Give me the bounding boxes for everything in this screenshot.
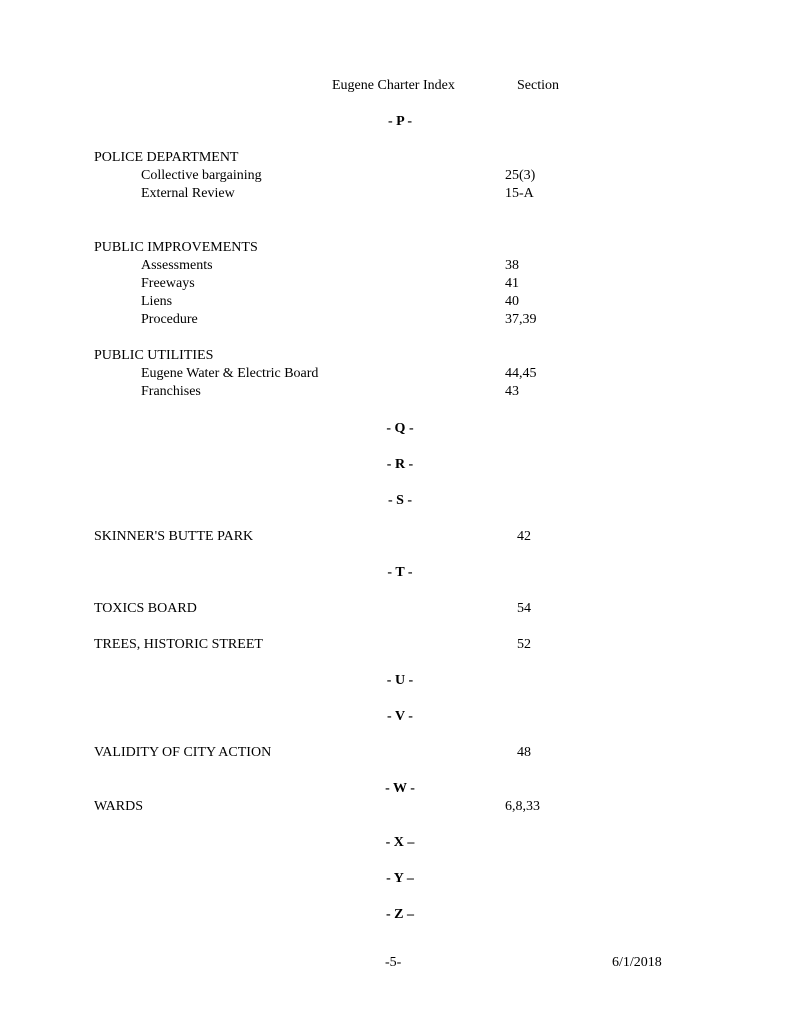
sub-entry-label: Assessments: [141, 258, 213, 273]
revision-date: 6/1/2018: [612, 955, 662, 970]
section-column-header: Section: [517, 78, 559, 93]
page-number: -5-: [385, 955, 402, 970]
entry-heading: SKINNER'S BUTTE PARK: [94, 529, 254, 544]
letter-heading-z: - Z –: [386, 907, 414, 922]
sub-entry-label: Freeways: [141, 276, 195, 291]
sub-entry-section: 38: [505, 258, 519, 273]
sub-entry-section: 25(3): [505, 168, 536, 183]
letter-heading-v: - V -: [387, 709, 413, 724]
letter-heading-s: - S -: [387, 493, 413, 508]
sub-entry-label: Collective bargaining: [141, 168, 262, 183]
entry-heading: PUBLIC IMPROVEMENTS: [94, 240, 258, 255]
entry-heading: TREES, HISTORIC STREET: [94, 637, 263, 652]
sub-entry-label: Franchises: [141, 384, 201, 399]
entry-heading: PUBLIC UTILITIES: [94, 348, 214, 363]
sub-entry-section: 44,45: [505, 366, 537, 381]
letter-heading-y: - Y –: [386, 871, 414, 886]
letter-heading-u: - U -: [386, 673, 414, 688]
entry-heading: TOXICS BOARD: [94, 601, 197, 616]
sub-entry-section: 41: [505, 276, 519, 291]
letter-heading-r: - R -: [386, 457, 414, 472]
letter-heading-p: - P -: [387, 114, 413, 129]
letter-heading-x: - X –: [385, 835, 415, 850]
index-title: Eugene Charter Index: [332, 78, 455, 93]
entry-heading: POLICE DEPARTMENT: [94, 150, 239, 165]
sub-entry-section: 15-A: [505, 186, 534, 201]
entry-section: 52: [517, 637, 531, 652]
sub-entry-label: Eugene Water & Electric Board: [141, 366, 319, 381]
sub-entry-label: Procedure: [141, 312, 198, 327]
sub-entry-label: Liens: [141, 294, 173, 309]
sub-entry-section: 40: [505, 294, 519, 309]
entry-heading: VALIDITY OF CITY ACTION: [94, 745, 272, 760]
sub-entry-label: External Review: [141, 186, 235, 201]
letter-heading-w: - W -: [385, 781, 415, 796]
entry-section: 48: [517, 745, 531, 760]
sub-entry-section: 43: [505, 384, 519, 399]
entry-section: 54: [517, 601, 531, 616]
letter-heading-q: - Q -: [386, 421, 414, 436]
entry-section: 42: [517, 529, 531, 544]
entry-section: 6,8,33: [505, 799, 540, 814]
letter-heading-t: - T -: [387, 565, 413, 580]
entry-heading: WARDS: [94, 799, 144, 814]
sub-entry-section: 37,39: [505, 312, 537, 327]
